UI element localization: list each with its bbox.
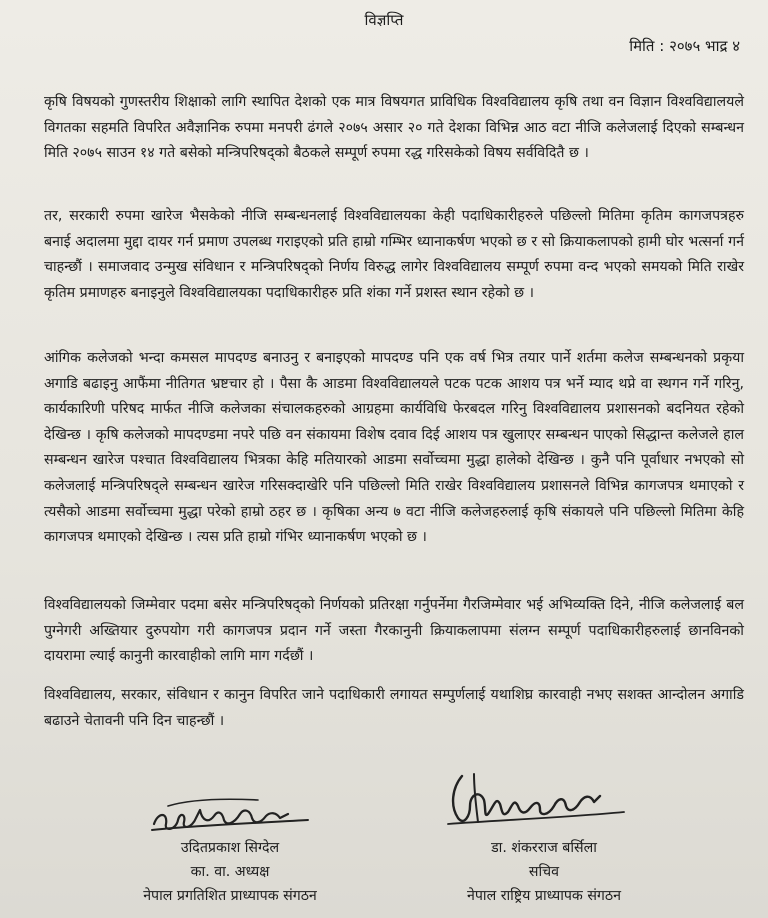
document-title: विज्ञप्ति (364, 11, 404, 29)
paragraph-3: आंगिक कलेजको भन्दा कमसल मापदण्ड बनाउनु र बनाइएको मापदण्ड पनि एक वर्ष भित्र तयार पार्ने शर्तमा कलेज सम्बन्धनको प्रकृया अगाडि बढाइनु आफैंमा नीतिगत भ्रष्टचार हो । पैसा कै आडमा विश्वविद्यालयले पटक पटक आशय पत्र भर्ने म्याद थप्ने वा स्थगन गर्ने गरिनु, कार्यकारिणी परिषद मार्फत नीजि कलेजका संचालकहरुको आग्रहमा कार्यविधि फेरबदल गरिनु विश्वविद्यालय प्रशासनको बदनियत रहेको देखिन्छ । कृषि कलेजको मापदण्डमा नपरे पछि वन संकायमा विशेष दवाव दिई आशय पत्र खुलाएर सम्बन्धन पाएको सिद्धान्त कलेजले हाल सम्बन्धन खारेज पश्चात विश्वविद्यालय भित्रका केहि मतियारको आडमा सर्वोच्चमा मुद्धा हालेको देखिन्छ । कुनै पनि पूर्वाधार नभएको सो कलेजलाई मन्त्रिपरिषद्ले सम्बन्धन खारेज गरिसक्दाखेरि पनि पछिल्लो मिति राखेर विश्वविद्यालय प्रशासनले विभिन्न कागजपत्र थमाएको र त्यसैको आडमा सर्वोच्चमा मुद्धा परेको हाम्रो ठहर छ । कृषिका अन्य ७ वटा नीजि कलेजहरुलाई कृषि संकायले पनि पछिल्लो मितिमा केहि कागजपत्र थमाएको देखिन्छ । त्यस प्रति हाम्रो गंभिर ध्यानाकर्षण भएको छ । (44, 350, 744, 546)
signature-left-handwritten (148, 790, 318, 840)
signatory-left-organization: नेपाल प्रगतिशित प्राध्यापक संगठन (143, 888, 317, 904)
signatory-right-name: डा. शंकरराज बर्सिला (491, 840, 597, 856)
signatory-right (444, 836, 644, 908)
paragraph-1: कृषि विषयको गुणस्तरीय शिक्षाको लागि स्थापित देशको एक मात्र विषयगत प्राविधिक विश्वविद्यालय कृषि तथा वन विज्ञान विश्वविद्यालयले विगतका सहमति विपरित अवैज्ञानिक रुपमा मनपरी ढंगले २०७५ असार २० गते देशका विभिन्न आठ वटा नीजि कलेजलाई दिएको सम्बन्धन मिति २०७५ साउन १४ गते बसेको मन्त्रिपरिषद्को बैठकले सम्पूर्ण रुपमा रद्ध गरिसकेको विषय सर्वविदितै छ । (44, 94, 744, 162)
document-date: मिति : २०७५ भाद्र ४ (629, 37, 740, 55)
signatory-left (130, 836, 330, 908)
paragraph-4: विश्वविद्यालयको जिम्मेवार पदमा बसेर मन्त्रिपरिषद्को निर्णयको प्रतिरक्षा गर्नुपर्नेमा गैरजिम्मेवार भई अभिव्यक्ति दिने, नीजि कलेजलाई बल पुग्नेगरी अख्तियार दुरुपयोग गरी कागजपत्र प्रदान गर्ने जस्ता गैरकानुनी क्रियाकलापमा संलग्न सम्पूर्ण पदाधिकारीहरुलाई छानविनको दायरामा ल्याई कानुनी कारवाहीको लागि माग गर्दछौं । (44, 597, 744, 665)
signatory-right-organization: नेपाल राष्ट्रिय प्राध्यापक संगठन (466, 888, 622, 904)
signatory-left-name: उदितप्रकाश सिग्देल (180, 840, 280, 856)
paragraph-5: विश्वविद्यालय, सरकार, संविधान र कानुन विपरित जाने पदाधिकारी लगायत सम्पुर्णलाई यथाशिघ्र कारवाही नभए सशक्त आन्दोलन अगाडि बढाउने चेतावनी पनि दिन चाहन्छौं । (44, 687, 744, 729)
paragraph-2: तर, सरकारी रुपमा खारेज भैसकेको नीजि सम्बन्धनलाई विश्वविद्यालयका केही पदाधिकारीहरुले पछिल्लो मितिमा कृतिम कागजपत्रहरु बनाई अदालमा मुद्दा दायर गर्न प्रमाण उपलब्ध गराइएको प्रति हाम्रो गम्भिर ध्यानाकर्षण भएको छ र सो क्रियाकलापको हामी घोर भत्सर्ना गर्न चाहन्छौं । समाजवाद उन्मुख संविधान र मन्त्रिपरिषद्को निर्णय विरुद्ध लागेर विश्वविद्यालय सम्पूर्ण रुपमा वन्द भएको समयको मिति राखेर कृतिम प्रमाणहरु बनाइनुले विश्वविद्यालयका पदाधिकारीहरु प्रति शंका गर्ने प्रशस्त स्थान रहेको छ । (44, 208, 744, 301)
signature-right-handwritten (440, 766, 630, 832)
signatory-right-position: सचिव (528, 864, 560, 880)
signatory-left-position: का. वा. अध्यक्ष (190, 864, 270, 880)
